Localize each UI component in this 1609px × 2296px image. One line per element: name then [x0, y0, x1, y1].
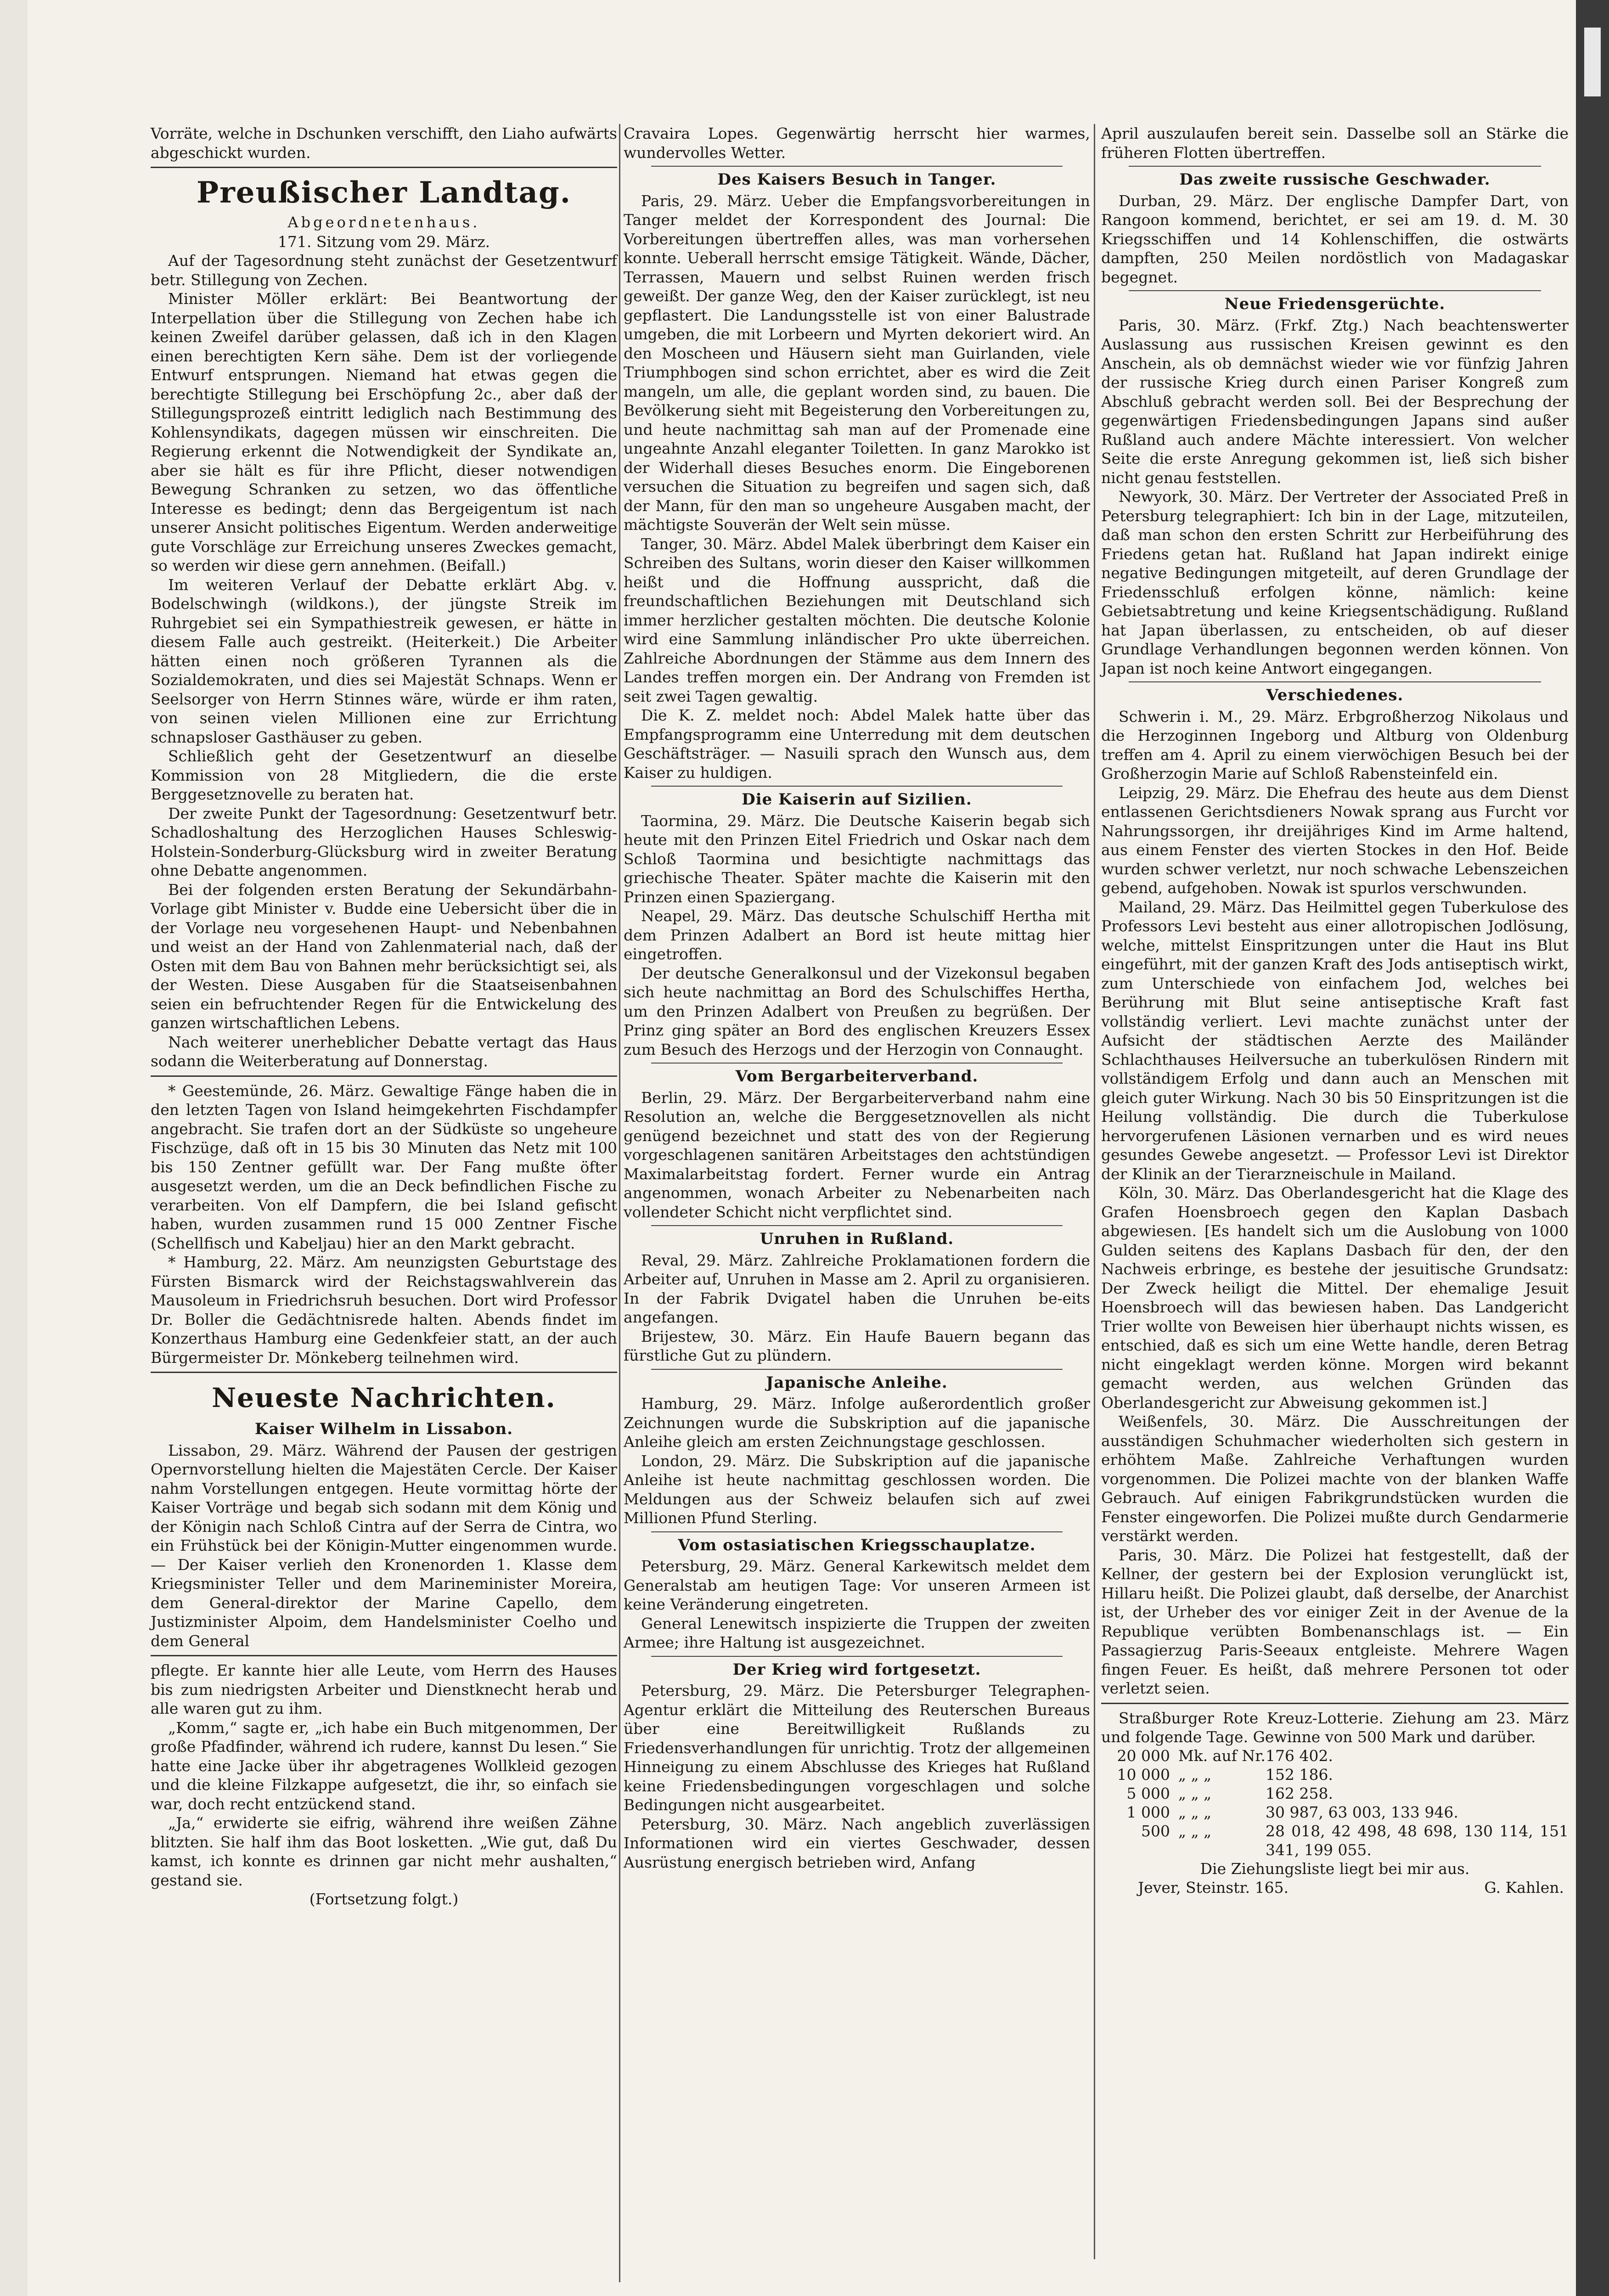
- column-rule: [1094, 124, 1095, 2259]
- article-paragraph: General Lenewitsch inspizierte die Truppen der zweiten Armee; ihre Haltung ist ausgezeichnet.: [624, 1614, 1090, 1651]
- article-paragraph: Weißenfels, 30. März. Die Ausschreitungen der ausständigen Schuhmacher wiederholten sich gestern in erhöhtem Maße. Zahlreiche Verhaftungen wurden vorgenommen. Die Polizei machte von der blanken Waffe Gebrauch. Auf einigen Fabrikgrundstücken wurden die Fenster eingeworfen. Die Polizei mußte durch Gendarmerie verstärkt werden.: [1101, 1412, 1569, 1545]
- signature-name: G. Kahlen.: [1484, 1878, 1564, 1896]
- article-heading: Die Kaiserin auf Sizilien.: [742, 790, 972, 809]
- intro-text: April auszulaufen bereit sein. Dasselbe soll an Stärke die früheren Flotten übertreffen.: [1101, 124, 1569, 162]
- intro-text: Vorräte, welche in Dschunken verschifft, den Liaho aufwärts abgeschickt wurden.: [151, 124, 617, 162]
- signature-line: [1101, 1878, 1569, 1897]
- divider: [651, 1656, 1063, 1657]
- divider: [651, 166, 1063, 167]
- intro-text: Cravaira Lopes. Gegenwärtig herrscht hier warmes, wundervolles Wetter.: [624, 124, 1090, 162]
- divider: [651, 786, 1063, 787]
- article-paragraph: Newyork, 30. März. Der Vertreter der Associated Preß in Petersburg telegraphiert: Ich bin in der Lage, mitzuteilen, daß man schon den ersten Schritt zur Herbeiführung des Friedens getan hat. Rußland hat Japan indirekt einige negative Bedingungen mitgeteilt, auf deren Grundlage der Friedensschluß erfolgen könne, nämlich: keine Gebietsabtretung und keine Kriegsentschädigung. Rußland hat Japan überlassen, zu entscheiden, ob auf dieser Grundlage Verhandlungen begonnen werden können. Von Japan ist noch keine Antwort eingegangen.: [1101, 488, 1569, 677]
- article-paragraph: Im weiteren Verlauf der Debatte erklärt Abg. v. Bodelschwingh (wildkons.), der jüngste Streik im Ruhrgebiet sei ein Sympathiestreik gewesen, er hätte in diesem Falle auch gestreikt. (Heiterkeit.) Die Arbeiter hätten einen noch größeren Tyrannen als die Sozialdemokraten, und dies sei Majestät Schnaps. Wenn er Seelsorger von Herrn Stinnes wäre, würde er ihm raten, von seinen vielen Millionen eine zur Errichtung schnapsloser Gasthäuser zu geben.: [151, 575, 617, 746]
- lottery-numbers: 176 402.: [1266, 1746, 1333, 1765]
- lottery-row: [1101, 1746, 1569, 1765]
- article-heading: Der Krieg wird fortgesetzt.: [732, 1660, 981, 1679]
- article-paragraph: Paris, 30. März. (Frkf. Ztg.) Nach beachtenswerter Auslassung aus russischen Kreisen gewinnt es den Anschein, als ob demnächst wieder wie vor fünfzig Jahren der russische Krieg durch einen Pariser Kongreß zum Abschluß gebracht werden soll. Bei der Besprechung der gegenwärtigen Friedensbedingungen Japans sind außer Rußland auch andere Mächte interessiert. Von welcher Seite die erste Anregung gekommen ist, ließ sich bisher nicht genau feststellen.: [1101, 316, 1569, 487]
- lottery-row: [1101, 1765, 1569, 1784]
- article-paragraph: Brijestew, 30. März. Ein Haufe Bauern begann das fürstliche Gut zu plündern.: [624, 1327, 1090, 1364]
- article-paragraph: Berlin, 29. März. Der Bergarbeiterverband nahm eine Resolution an, welche die Berggesetznovellen als nicht genügend bezeichnet und statt des von der Regierung vorgeschlagenen sanitären Arbeitstages den achtstündigen Maximalarbeitstag fordert. Ferner wurde ein Antrag angenommen, wonach Arbeiter zu Nebenarbeiten nach vollendeter Schicht nicht verpflichtet sind.: [624, 1088, 1090, 1221]
- session-line: 171. Sitzung vom 29. März.: [277, 232, 490, 251]
- column-rule: [619, 124, 620, 2282]
- lottery-row: [1101, 1784, 1569, 1803]
- divider: [1129, 166, 1541, 167]
- divider: [651, 1531, 1063, 1532]
- lottery-numbers: 30 987, 63 003, 133 946.: [1266, 1803, 1458, 1821]
- article-heading: Des Kaisers Besuch in Tanger.: [717, 170, 996, 189]
- lottery-numbers: 152 186.: [1266, 1765, 1333, 1784]
- story-paragraph: „Komm,“ sagte er, „ich habe ein Buch mitgenommen, Der große Pfadfinder, während ich rudere, kannst Du lesen.“ Sie hatte eine Jacke über ihr abgetragenes Wollkleid gezogen und die kleine Filzkappe aufgesetzt, die ihr, so einfach sie war, doch recht entzückend stand.: [151, 1718, 617, 1813]
- lottery-notice: [1101, 1709, 1569, 1897]
- article-paragraph: Tanger, 30. März. Abdel Malek überbringt dem Kaiser ein Schreiben des Sultans, worin dieser den Kaiser willkommen heißt und die Hoffnung ausspricht, daß die freundschaftlichen Beziehungen mit Deutschland sich immer herzlicher gestalten möchten. Die deutsche Kolonie wird eine Sammlung inländischer Pro ukte überreichen. Zahlreiche Abordnungen der Stämme aus dem Innern des Landes treffen morgen ein. Der Andrang von Fremden ist seit zwei Tagen gewaltig.: [624, 535, 1090, 705]
- article-paragraph: Paris, 30. März. Die Polizei hat festgestellt, daß der Kellner, der gestern bei der Explosion verunglückt ist, Hillaru heißt. Die Polizei glaubt, daß derselbe, der Anarchist ist, der Urheber des vor einiger Zeit in der Avenue de la Republique verübten Bombenanschlags ist. — Ein Passagierzug Paris-Seeaux entgleiste. Mehrere Wagen fingen Feuer. Es heißt, daß mehrere Personen tot oder verletzt seien.: [1101, 1546, 1569, 1697]
- column-1: [151, 124, 617, 1909]
- divider: [651, 1225, 1063, 1226]
- divider: [151, 1075, 617, 1077]
- section-title: Neueste Nachrichten.: [212, 1382, 556, 1413]
- article-paragraph: Durban, 29. März. Der englische Dampfer Dart, von Rangoon kommend, berichtet, er sei am 19. d. M. 30 Kriegsschiffen und 14 Kohlenschiffen, die ostwärts dampften, 250 Meilen nordöstlich von Madagaskar begegnet.: [1101, 191, 1569, 286]
- article-heading: Neue Friedensgerüchte.: [1224, 295, 1446, 313]
- story-paragraph: pflegte. Er kannte hier alle Leute, vom Herrn des Hauses bis zum niedrigsten Arbeiter und Dienstknecht herab und alle waren gut zu ihm.: [151, 1661, 617, 1717]
- story-paragraph: „Ja,“ erwiderte sie eifrig, während ihre weißen Zähne blitzten. Sie half ihm das Boot losketten. „Wie gut, daß Du kamst, ich konnte es drinnen gar nicht mehr aushalten,“ gestand sie.: [151, 1814, 617, 1889]
- lottery-unit: „ „ „: [1178, 1765, 1212, 1784]
- article-heading: Unruhen in Rußland.: [759, 1230, 954, 1248]
- lottery-amount: 20 000: [1117, 1746, 1170, 1765]
- article-paragraph: Schließlich geht der Gesetzentwurf an dieselbe Kommission von 28 Mitgliedern, die die erste Berggesetznovelle zu beraten hat.: [151, 747, 617, 803]
- lottery-amount: 5 000: [1126, 1784, 1170, 1802]
- article-paragraph: Neapel, 29. März. Das deutsche Schulschiff Hertha mit dem Prinzen Adalbert an Bord ist heute mittag hier eingetroffen.: [624, 907, 1090, 963]
- article-paragraph: Hamburg, 29. März. Infolge außerordentlich großer Zeichnungen wurde die Subskription auf die japanische Anleihe gleich am ersten Zeichnungstage geschlossen.: [624, 1395, 1090, 1451]
- lottery-amount: 500: [1141, 1822, 1170, 1840]
- article-paragraph: * Hamburg, 22. März. Am neunzigsten Geburtstage des Fürsten Bismarck wird der Reichstagswahlverein das Mausoleum in Friedrichsruh besuchen. Dort wird Professor Dr. Boller die Gedächtnisrede halten. Abends findet im Konzerthaus Hamburg eine Gedenkfeier statt, an der auch Bürgermeister Dr. Mönkeberg teilnehmen wird.: [151, 1253, 617, 1367]
- article-paragraph: Lissabon, 29. März. Während der Pausen der gestrigen Opernvorstellung hielten die Majestäten Cercle. Der Kaiser nahm Vorstellungen entgegen. Heute vormittag hörte der Kaiser Vorträge und begab sich sodann mit dem König und der Königin nach Schloß Cintra auf der Serra de Cintra, wo ein Frühstück bei der Königin-Mutter eingenommen wurde. — Der Kaiser verlieh den Kronenorden 1. Klasse dem Kriegsminister Teller und dem Marineminister Moreira, dem General-direktor der Marine Capello, dem Justizminister Alpoim, dem Handelsminister Coelho und dem General: [151, 1441, 617, 1650]
- article-paragraph: Mailand, 29. März. Das Heilmittel gegen Tuberkulose des Professors Levi besteht aus einer allotropischen Jodlösung, welche, mittelst Einspritzungen unter die Haut ins Blut eingeführt, mit der ganzen Kraft des Jods antiseptisch wirkt, zum Unterschiede von einfachem Jod, welches bei Berührung mit Blut seine antiseptische Kraft fast vollständig verliert. Levi machte zunächst unter der Aufsicht der städtischen Aerzte des Mailänder Schlachthauses Heilversuche an tuberkulösen Rindern mit vollständigem Erfolg und dann auch an Menschen mit gleich guter Wirkung. Nach 30 bis 50 Einspritzungen ist die Heilung vollständig. Die durch die Tuberkulose hervorgerufenen Läsionen vernarben und es wird neues gesundes Gewebe angesetzt. — Professor Levi ist Direktor der Klinik an der Tierarzneischule in Mailand.: [1101, 898, 1569, 1183]
- divider: [1129, 290, 1541, 291]
- lottery-row: [1101, 1803, 1569, 1822]
- continuation-note: (Fortsetzung folgt.): [309, 1890, 459, 1908]
- article-paragraph: Die K. Z. meldet noch: Abdel Malek hatte über das Empfangsprogramm eine Unterredung mit dem deutschen Geschäftsträger. — Nasuili sprach den Wunsch aus, dem Kaiser zu huldigen.: [624, 706, 1090, 782]
- lottery-unit: Mk. auf Nr.: [1178, 1746, 1266, 1765]
- lottery-numbers: 162 258.: [1266, 1784, 1333, 1802]
- lottery-row: [1101, 1822, 1569, 1859]
- article-paragraph: Petersburg, 29. März. General Karkewitsch meldet dem Generalstab am heutigen Tage: Vor unseren Armeen ist keine Veränderung eingetreten.: [624, 1557, 1090, 1613]
- article-paragraph: Reval, 29. März. Zahlreiche Proklamationen fordern die Arbeiter auf, Unruhen in Masse am 2. April zu organisieren. In der Fabrik Dvigatel haben die Unruhen be-eits angefangen.: [624, 1251, 1090, 1326]
- scan-edge: [1576, 0, 1609, 2296]
- section-title: Preußischer Landtag.: [196, 175, 572, 210]
- article-paragraph: Leipzig, 29. März. Die Ehefrau des heute aus dem Dienst entlassenen Gerichtsdieners Nowak sprang aus Furcht vor Nahrungssorgen, ihr dreijähriges Kind im Arme haltend, aus einem Fenster des vierten Stockes in den Hof. Beide wurden schwer verletzt, nur noch schwache Lebenszeichen gebend, aufgehoben. Nowak ist spurlos verschwunden.: [1101, 783, 1569, 897]
- article-heading: Das zweite russische Geschwader.: [1179, 170, 1491, 189]
- article-heading: Japanische Anleihe.: [766, 1373, 948, 1392]
- lottery-unit: „ „ „: [1178, 1822, 1212, 1840]
- newspaper-page: [28, 0, 1576, 2296]
- signature-address: Jever, Steinstr. 165.: [1138, 1878, 1289, 1896]
- divider: [151, 1372, 617, 1373]
- section-subtitle: Abgeordnetenhaus.: [287, 214, 480, 231]
- column-2: [624, 124, 1090, 1872]
- article-paragraph: Der deutsche Generalkonsul und der Vizekonsul begaben sich heute nachmittag an Bord des Schulschiffes Hertha, um den Prinzen Adalbert von Preußen zu begrüßen. Der Prinz ging später an Bord des englischen Kreuzers Essex zum Besuch des Herzogs und der Herzogin von Connaught.: [624, 964, 1090, 1058]
- divider: [1101, 1703, 1569, 1704]
- article-paragraph: Paris, 29. März. Ueber die Empfangsvorbereitungen in Tanger meldet der Korrespondent des Journal: Die Vorbereitungen übertreffen alles, was man vorhersehen konnte. Ueberall herrscht emsige Tätigkeit. Wände, Dächer, Terrassen, Mauern und selbst Ruinen werden frisch geweißt. Der ganze Weg, den der Kaiser zurücklegt, ist neu gepflastert. Die Landungsstelle ist von einer Balustrade umgeben, die mit Lorbeern und Myrten dekoriert wird. An den Moscheen und Häusern sieht man Guirlanden, viele Triumphbogen sind schon errichtet, aber es wird die Zeit mangeln, um alle, die geplant worden sind, zu bauen. Die Bevölkerung sieht mit Begeisterung den Vorbereitungen zu, und heute nachmittag sah man auf der Promenade eine ungeahnte Anzahl eleganter Toiletten. In ganz Marokko ist der Widerhall dieses Besuches enorm. Die Eingeborenen versuchen die Situation zu begreifen und sagen sich, daß der Mann, für den man so ungeheure Ausgaben macht, der mächtigste Souverän der Welt sein müsse.: [624, 191, 1090, 534]
- article-paragraph: Köln, 30. März. Das Oberlandesgericht hat die Klage des Grafen Hoensbroech gegen den Kaplan Dasbach abgewiesen. [Es handelt sich um die Auslobung von 1000 Gulden seitens des Kaplans Dasbach für den, der den Nachweis erbringe, es bestehe der jesuitische Grundsatz: Der Zweck heiligt die Mittel. Der ehemalige Jesuit Hoensbroech will das bewiesen haben. Das Landgericht Trier wollte von Beweisen hier überhaupt nichts wissen, es entschied, daß es sich um eine Wette handle, deren Betrag nicht eingeklagt werden könne. Morgen wird bekannt gemacht werden, aus welchen Gründen das Oberlandesgericht zur Abweisung gekommen ist.]: [1101, 1184, 1569, 1412]
- article-heading: Vom Bergarbeiterverband.: [735, 1067, 979, 1086]
- article-heading: Verschiedenes.: [1266, 686, 1404, 704]
- lottery-unit: „ „ „: [1178, 1803, 1212, 1821]
- lottery-unit: „ „ „: [1178, 1784, 1212, 1802]
- article-paragraph: Taormina, 29. März. Die Deutsche Kaiserin begab sich heute mit den Prinzen Eitel Friedrich und Oskar nach dem Schloß Taormina und besichtigte nachmittags das griechische Theater. Später machte die Kaiserin mit den Prinzen einen Spaziergang.: [624, 811, 1090, 906]
- divider: [651, 1063, 1063, 1064]
- scan-edge-tab: [1584, 28, 1601, 96]
- column-3: [1101, 124, 1569, 1897]
- article-heading: Vom ostasiatischen Kriegsschauplatze.: [678, 1536, 1036, 1554]
- article-paragraph: Schwerin i. M., 29. März. Erbgroßherzog Nikolaus und die Herzoginnen Ingeborg und Altburg von Oldenburg treffen am 4. April zu einem vierwöchigen Besuch bei der Großherzogin Marie auf Schloß Rabensteinfeld ein.: [1101, 707, 1569, 782]
- divider: [151, 167, 617, 168]
- divider: [151, 1655, 617, 1656]
- article-paragraph: Der zweite Punkt der Tagesordnung: Gesetzentwurf betr. Schadloshaltung des Herzoglichen Hauses Schleswig-Holstein-Sonderburg-Glücksburg wird in zweiter Beratung ohne Debatte angenommen.: [151, 804, 617, 879]
- article-paragraph: Bei der folgenden ersten Beratung der Sekundärbahn-Vorlage gibt Minister v. Budde eine Uebersicht über die in der Vorlage neu vorgesehenen Haupt- und Nebenbahnen und weist an der Hand von Zahlenmaterial nach, daß der Osten mit dem Bau von Bahnen mehr berücksichtigt sei, als der Westen. Diese Ausgaben für die Staatseisenbahnen seien ein befruchtender Regen für die Entwickelung des ganzen wirtschaftlichen Lebens.: [151, 880, 617, 1032]
- article-paragraph: Petersburg, 29. März. Die Petersburger Telegraphen-Agentur erklärt die Mitteilung des Reuterschen Bureaus über eine Bereitwilligkeit Rußlands zu Friedensverhandlungen für unrichtig. Trotz der allgemeinen Hinneigung zu einem Abschlusse des Krieges hat Rußland keine Friedensbedingungen vorgeschlagen und solche Bedingungen nicht ausgearbeitet.: [624, 1682, 1090, 1814]
- article-paragraph: Auf der Tagesordnung steht zunächst der Gesetzentwurf betr. Stillegung von Zechen.: [151, 252, 617, 289]
- article-paragraph: Nach weiterer unerheblicher Debatte vertagt das Haus sodann die Weiterberatung auf Donnerstag.: [151, 1033, 617, 1070]
- article-paragraph: London, 29. März. Die Subskription auf die japanische Anleihe ist heute nachmittag geschlossen worden. Die Meldungen aus der Schweiz belaufen sich auf zwei Millionen Pfund Sterling.: [624, 1452, 1090, 1527]
- lottery-amount: 10 000: [1117, 1765, 1170, 1784]
- article-paragraph: Minister Möller erklärt: Bei Beantwortung der Interpellation über die Stillegung von Zechen habe ich keinen Zweifel darüber gelassen, daß ich in den Klagen einen berechtigten Kern sähe. Dem ist der vorliegende Entwurf entsprungen. Niemand hat etwas gegen die berechtigte Stillegung bei Erschöpfung 2c., aber daß der Stillegungsprozeß eintritt lediglich nach Bestimmung des Kohlensyndikats, dagegen müssen wir einschreiten. Die Regierung erkennt die Notwendigkeit der Syndikate an, aber sie hält es für ihre Pflicht, dieser notwendigen Bewegung Schranken zu setzen, wo das öffentliche Interesse es bedingt; denn das Bergeigentum ist nach unserer Ansicht politisches Eigentum. Werden anderweitige gute Vorschläge zur Erreichung unseres Zweckes gemacht, so werden wir diese gern annehmen. (Beifall.): [151, 290, 617, 574]
- article-heading: Kaiser Wilhelm in Lissabon.: [254, 1420, 513, 1438]
- article-paragraph: * Geestemünde, 26. März. Gewaltige Fänge haben die in den letzten Tagen von Island heimgekehrten Fischdampfer angebracht. Sie trafen dort an der Südküste so ungeheure Fischzüge, daß oft in 15 bis 30 Minuten das Netz mit 100 bis 150 Zentner gefüllt war. Der Fang mußte öfter ausgesetzt werden, um die an Deck befindlichen Fische zu verarbeiten. Von elf Dampfern, die bei Island gefischt haben, wurden zusammen rund 15 000 Zentner Fische (Schellfisch und Kabeljau) hier an den Markt gebracht.: [151, 1081, 617, 1252]
- lottery-note: Die Ziehungsliste liegt bei mir aus.: [1200, 1859, 1470, 1878]
- lottery-numbers: 28 018, 42 498, 48 698, 130 114, 151 341, 199 055.: [1266, 1822, 1569, 1859]
- lottery-amount: 1 000: [1126, 1803, 1170, 1821]
- article-paragraph: Petersburg, 30. März. Nach angeblich zuverlässigen Informationen wird ein viertes Geschwader, dessen Ausrüstung energisch betrieben wird, Anfang: [624, 1815, 1090, 1871]
- divider: [1129, 681, 1541, 682]
- divider: [651, 1369, 1063, 1370]
- lottery-intro: Straßburger Rote Kreuz-Lotterie. Ziehung am 23. März und folgende Tage. Gewinne von 500 Mark und darüber.: [1101, 1709, 1569, 1746]
